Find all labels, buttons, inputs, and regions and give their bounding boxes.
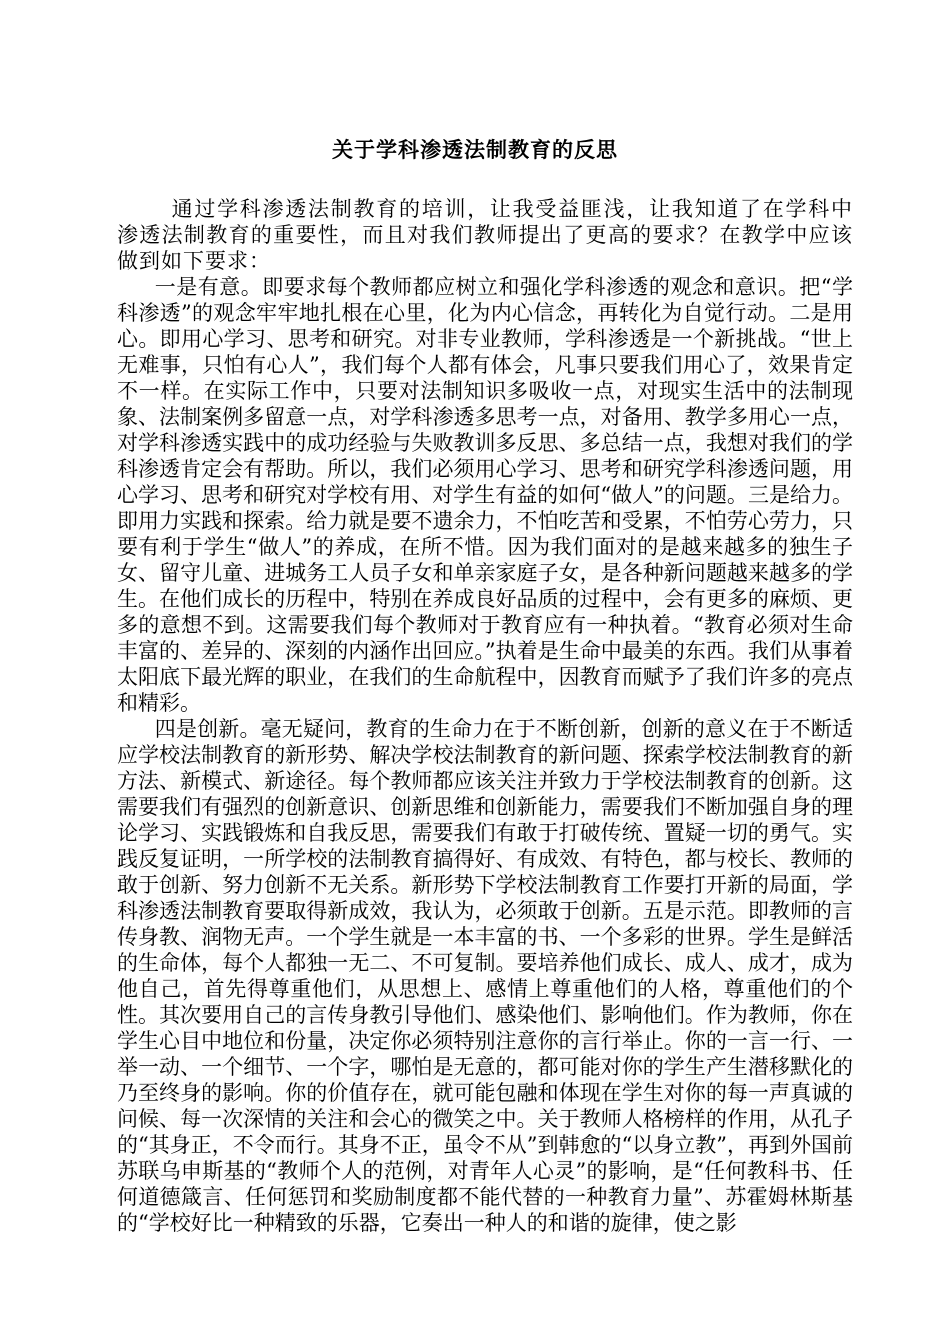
document-body (117, 196, 853, 1236)
paragraph-points-one-to-three: 一是有意。即要求每个教师都应树立和强化学科渗透的观念和意识。把“学科渗透”的观念牢牢地扎根在心里，化为内心信念，再转化为自觉行动。二是用心。即用心学习、思考和研究。对非专业教师，学科渗透是一个新挑战。“世上无难事，只怕有心人”，我们每个人都有体会，凡事只要我们用心了，效果肯定不一样。在实际工作中，只要对法制知识多吸收一点，对现实生活中的法制现象、法制案例多留意一点，对学科渗透多思考一点，对备用、教学多用心一点，对学科渗透实践中的成功经验与失败教训多反思、多总结一点，我想对我们的学科渗透肯定会有帮助。所以，我们必须用心学习、思考和研究学科渗透问题，用心学习、思考和研究对学校有用、对学生有益的如何“做人”的问题。三是给力。即用力实践和探索。给力就是要不遗余力，不怕吃苦和受累，不怕劳心劳力，只要有利于学生“做人”的养成，在所不惜。因为我们面对的是越来越多的独生子女、留守儿童、进城务工人员子女和单亲家庭子女，是各种新问题越来越多的学生。在他们成长的历程中，特别在养成良好品质的过程中，会有更多的麻烦、更多的意想不到。这需要我们每个教师对于教育应有一种执着。“教育必须对生命丰富的、差异的、深刻的内涵作出回应。”执着是生命中最美的东西。我们从事着太阳底下最光辉的职业，在我们的生命航程中，因教育而赋予了我们许多的亮点和精彩。 (117, 275, 853, 715)
document-title: 关于学科渗透法制教育的反思 (332, 138, 618, 162)
paragraph-points-four-five: 四是创新。毫无疑问，教育的生命力在于不断创新，创新的意义在于不断适应学校法制教育的新形势、解决学校法制教育的新问题、探索学校法制教育的新方法、新模式、新途径。每个教师都应该关注并致力于学校法制教育的创新。这需要我们有强烈的创新意识、创新思维和创新能力，需要我们不断加强自身的理论学习、实践锻炼和自我反思，需要我们有敢于打破传统、置疑一切的勇气。实践反复证明，一所学校的法制教育搞得好、有成效、有特色，都与校长、教师的敢于创新、努力创新不无关系。新形势下学校法制教育工作要打开新的局面，学科渗透法制教育要取得新成效，我认为，必须敢于创新。五是示范。即教师的言传身教、润物无声。一个学生就是一本丰富的书、一个多彩的世界。学生是鲜活的生命体，每个人都独一无二、不可复制。要培养他们成长、成人、成才，成为他自己，首先得尊重他们，从思想上、感情上尊重他们的人格，尊重他们的个性。其次要用自己的言传身教引导他们、感染他们、影响他们。作为教师，你在学生心目中地位和份量，决定你必须特别注意你的言行举止。你的一言一行、一举一动、一个细节、一个字，哪怕是无意的，都可能对你的学生产生潜移默化的乃至终身的影响。你的价值存在，就可能包融和体现在学生对你的每一声真诚的问候、每一次深情的关注和会心的微笑之中。关于教师人格榜样的作用，从孔子的“其身正，不令而行。其身不正，虽令不从”到韩愈的“以身立教”，再到外国前苏联乌申斯基的“教师个人的范例，对青年人心灵”的影响，是“任何教科书、任何道德箴言、任何惩罚和奖励制度都不能代替的一种教育力量”、苏霍姆林斯基的“学校好比一种精致的乐器，它奏出一种人的和谐的旋律，使之影 (117, 717, 853, 1235)
paragraph-intro: 通过学科渗透法制教育的培训，让我受益匪浅，让我知道了在学科中渗透法制教育的重要性，而且对我们教师提出了更高的要求？在教学中应该做到如下要求： (117, 197, 853, 273)
